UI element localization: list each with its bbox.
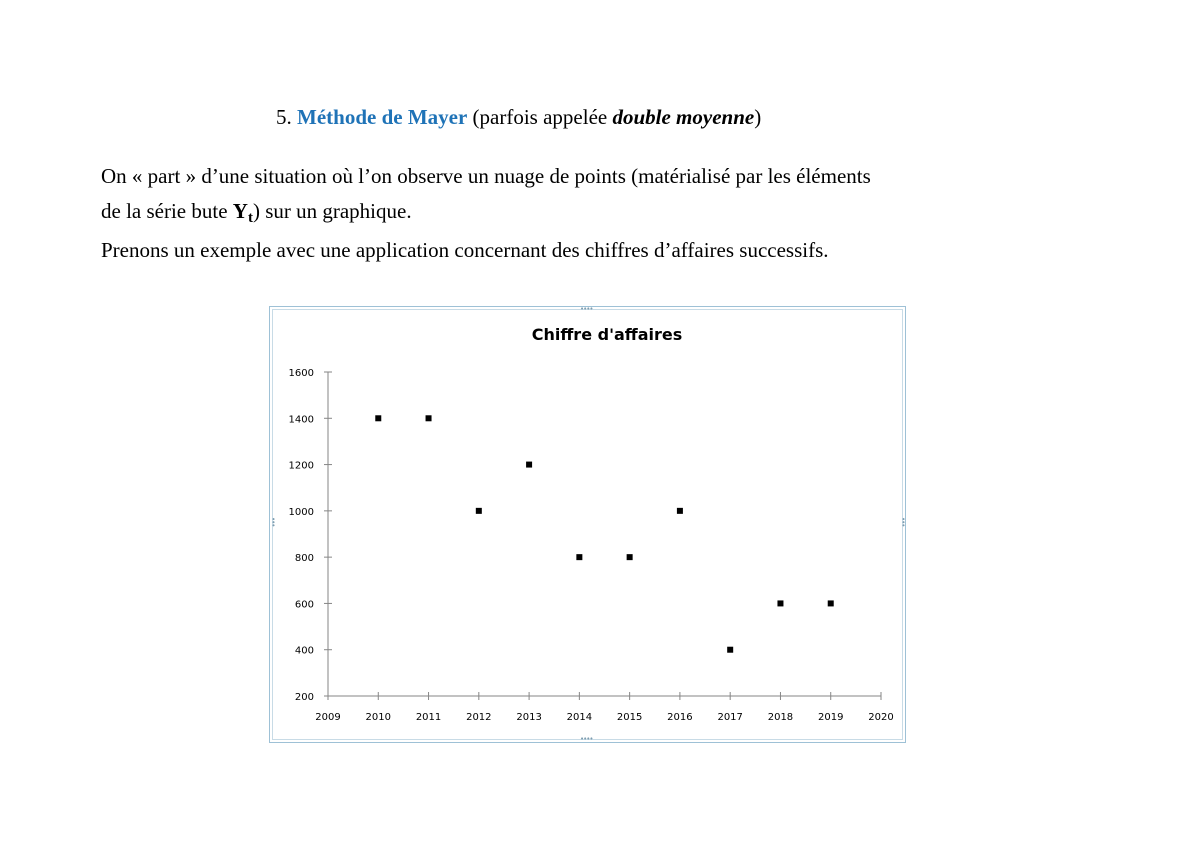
data-point — [576, 554, 582, 560]
series-subscript: t — [247, 210, 253, 226]
section-number: 5. — [276, 105, 292, 129]
data-point — [526, 462, 532, 468]
paragraph-1-line-2-end: ) sur un graphique. — [252, 199, 412, 223]
data-point — [627, 554, 633, 560]
data-point — [375, 415, 381, 421]
x-tick-label: 2010 — [365, 712, 391, 723]
x-tick-label: 2017 — [717, 712, 743, 723]
y-tick-label: 1200 — [288, 460, 314, 472]
x-tick-label: 2014 — [566, 712, 593, 723]
x-tick-label: 2009 — [315, 712, 341, 723]
y-tick-label: 400 — [294, 645, 314, 657]
x-tick-label: 2015 — [616, 712, 643, 723]
data-point — [476, 508, 482, 514]
scatter-chart — [270, 307, 907, 744]
data-point — [828, 600, 834, 606]
chart-points — [375, 415, 833, 652]
x-tick-label: 2016 — [667, 712, 693, 723]
x-tick-label: 2020 — [868, 712, 894, 723]
y-tick-label: 1600 — [288, 368, 314, 379]
y-tick-label: 800 — [294, 553, 314, 565]
x-tick-label: 2018 — [767, 712, 794, 723]
heading-emphasis: double moyenne — [612, 105, 755, 129]
method-name: Méthode de Mayer — [297, 105, 468, 129]
paragraph-1-line-2 — [101, 197, 412, 232]
x-tick-label: 2013 — [516, 712, 542, 723]
resize-handle-bottom[interactable]: •••• — [580, 735, 593, 743]
paragraph-1-line-2-start: de la série bute — [101, 199, 233, 223]
resize-handle-right[interactable]: ••• — [899, 517, 907, 527]
resize-handle-left[interactable]: ••• — [269, 517, 277, 527]
paragraph-2: Prenons un exemple avec une application concernant des chiffres d’affaires successifs. — [101, 238, 829, 262]
x-tick-label: 2012 — [466, 712, 492, 723]
paragraph-1-line-1: On « part » d’une situation où l’on observe un nuage de points (matérialisé par les éléments — [101, 164, 871, 188]
data-point — [777, 600, 783, 606]
x-tick-label: 2011 — [415, 712, 442, 723]
heading-paren-open: (parfois appelée — [472, 105, 613, 129]
section-heading — [276, 103, 761, 131]
heading-paren-close: ) — [754, 105, 762, 129]
data-point — [727, 647, 733, 653]
resize-handle-top[interactable]: •••• — [580, 305, 593, 313]
chart-title: Chiffre d'affaires — [531, 325, 683, 344]
series-symbol: Y — [232, 199, 248, 223]
x-tick-label: 2019 — [818, 712, 844, 723]
chart-container[interactable] — [269, 306, 906, 743]
y-tick-label: 200 — [294, 692, 314, 703]
y-tick-label: 600 — [294, 599, 314, 611]
y-tick-label: 1400 — [288, 414, 314, 426]
data-point — [426, 415, 432, 421]
y-tick-label: 1000 — [288, 506, 314, 518]
data-point — [677, 508, 683, 514]
